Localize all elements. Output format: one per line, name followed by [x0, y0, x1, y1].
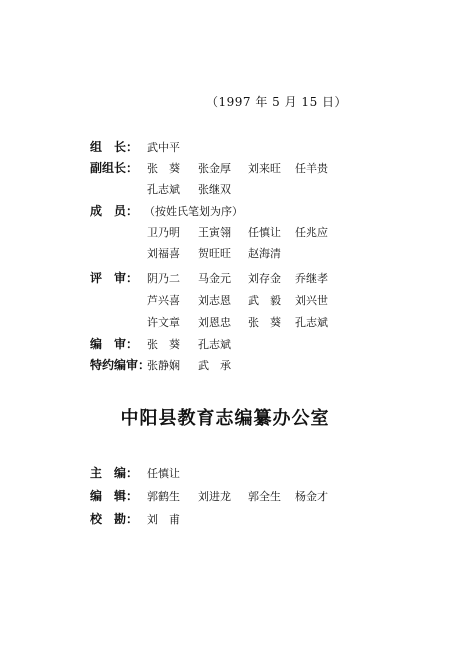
person-name: 刘福喜	[147, 247, 180, 260]
label-office-editors: 编 辑：	[90, 489, 139, 503]
label-chief-editor: 主 编：	[90, 466, 139, 480]
person-name: 许文章	[147, 316, 180, 329]
person-name: 任慎让	[147, 467, 180, 480]
person-name: 刘来旺	[248, 162, 281, 175]
person-name: 任羊贵	[295, 162, 328, 175]
person-name: 杨金才	[295, 490, 328, 503]
person-name: 赵海清	[248, 247, 281, 260]
person-name: 任兆应	[295, 226, 328, 239]
label-deputy: 副组长：	[90, 161, 139, 175]
person-name: 乔继孝	[295, 272, 328, 285]
person-name: 任慎让	[248, 226, 281, 239]
person-name: 卫乃明	[147, 226, 180, 239]
person-name: 郭全生	[248, 490, 281, 503]
members-note: （按姓氏笔划为序）	[144, 205, 243, 218]
person-name: 武 承	[198, 359, 231, 372]
person-name: 孔志斌	[198, 338, 231, 351]
person-name: 刘进龙	[198, 490, 231, 503]
person-name: 阴乃二	[147, 272, 180, 285]
person-name: 王寅翎	[198, 226, 231, 239]
person-name: 武 毅	[248, 294, 281, 307]
person-name: 刘志恩	[198, 294, 231, 307]
person-name: 郭鹤生	[147, 490, 180, 503]
person-name: 张 葵	[248, 316, 281, 329]
person-name: 刘 甫	[147, 513, 180, 526]
person-name: 芦兴喜	[147, 294, 180, 307]
person-name: 武中平	[147, 141, 180, 154]
person-name: 贺旺旺	[198, 247, 231, 260]
person-name: 刘恩忠	[198, 316, 231, 329]
label-members: 成 员：	[90, 204, 139, 218]
person-name: 张静娴	[147, 359, 180, 372]
label-editors: 编 审：	[90, 337, 139, 351]
person-name: 刘存金	[248, 272, 281, 285]
label-proofreader: 校 勘：	[90, 512, 139, 526]
label-leader: 组 长：	[90, 140, 139, 154]
person-name: 张金厚	[198, 162, 231, 175]
person-name: 孔志斌	[295, 316, 328, 329]
person-name: 张 葵	[147, 338, 180, 351]
label-reviewers: 评 审：	[90, 271, 139, 285]
person-name: 刘兴世	[295, 294, 328, 307]
person-name: 马金元	[198, 272, 231, 285]
person-name: 张继双	[198, 183, 231, 196]
office-title: 中阳县教育志编纂办公室	[120, 408, 330, 429]
person-name: 张 葵	[147, 162, 180, 175]
person-name: 孔志斌	[147, 183, 180, 196]
label-special-editors: 特约编审：	[90, 358, 151, 372]
date-line: （1997 年 5 月 15 日）	[206, 95, 348, 109]
